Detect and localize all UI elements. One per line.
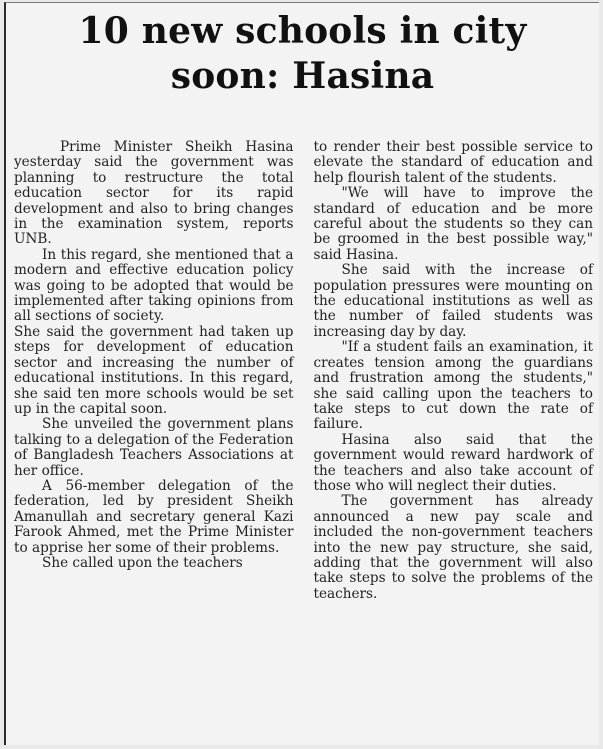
paragraph: She said with the increase of population pressures were mounting on the educational institutions as well as the number of failed students was increasing day by day.	[313, 262, 593, 340]
newspaper-clipping	[4, 2, 599, 745]
paragraph: She called upon the teachers	[42, 554, 243, 571]
paragraph: The government has already announced a new pay scale and included the non-government teachers into the new pay structure, she said, adding that the government will also take steps to solve the problems of the teachers.	[313, 493, 593, 602]
article-column-left	[14, 140, 294, 602]
paragraph: She unveiled the government plans talking to a delegation of the Federation of Bangladesh Teachers Associations at her office.	[14, 416, 294, 479]
paragraph: She said the government had taken up steps for development of education sector and increasing the number of educational institutions. In this regard, she said ten more schools would be set up in the capital soon.	[14, 323, 294, 417]
paragraph: A 56-member delegation of the federation, led by president Sheikh Amanullah and secretary general Kazi Farook Ahmed, met the Prime Minister to apprise her some of their problems.	[14, 477, 294, 556]
paragraph: Prime Minister Sheikh Hasina yesterday said the government was planning to restructure the total education sector for its rapid development and also to bring changes in the examination system, reports UNB.	[14, 139, 294, 248]
headline-line-1: 10 new schools in city	[78, 10, 527, 52]
paragraph: In this regard, she mentioned that a modern and effective education policy was going to be adopted that would be implemented after taking opinions from all sections of society.	[14, 246, 294, 325]
paragraph: to render their best possible service to elevate the standard of education and help flourish talent of the students.	[313, 139, 593, 186]
article-body	[14, 140, 593, 602]
paragraph: Hasina also said that the government would reward hardwork of the teachers and also take account of those who will neglect their duties.	[313, 431, 593, 494]
article-column-right	[314, 140, 594, 602]
paragraph: "We will have to improve the standard of education and be more careful about the students so they can be groomed in the best possible way," said Hasina.	[313, 185, 593, 263]
headline-line-2: soon: Hasina	[170, 55, 435, 97]
paragraph: "If a student fails an examination, it creates tension among the guardians and frustration among the students," she said calling upon the teachers to take steps to cut down the rate of failure.	[313, 339, 593, 433]
headline	[6, 9, 599, 99]
